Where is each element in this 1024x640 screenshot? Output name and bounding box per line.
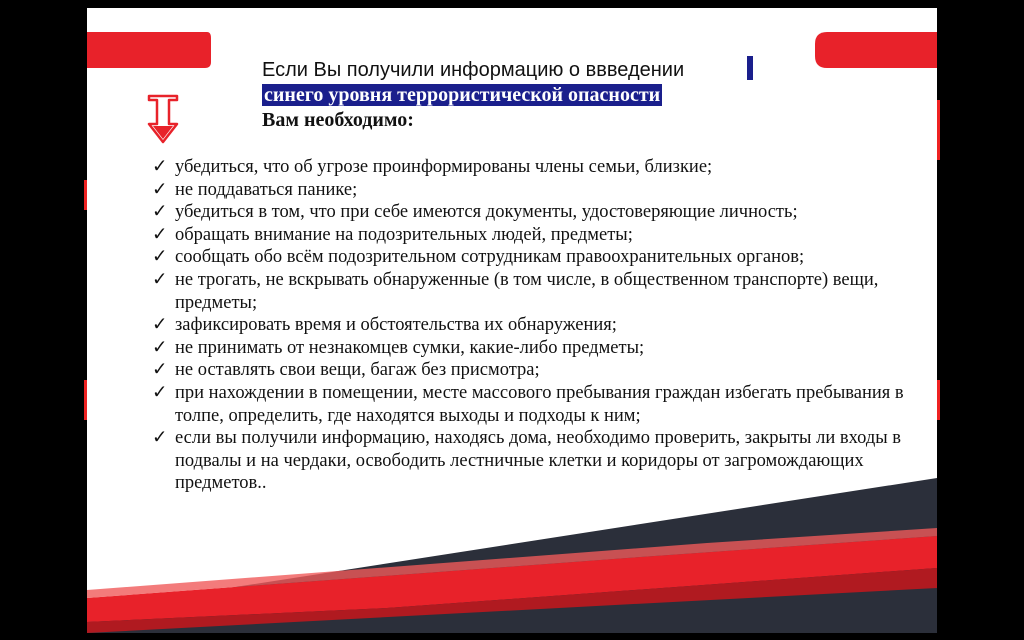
checkmark-icon: ✓ [152, 360, 168, 381]
list-item-text: не трогать, не вскрывать обнаруженные (в том числе, в общественном транспорте) вещи, предметы; [175, 269, 879, 313]
checkmark-icon: ✓ [152, 337, 168, 358]
list-item-text: зафиксировать время и обстоятельства их обнаружения; [175, 315, 617, 336]
arrow-down-icon [147, 94, 179, 144]
title-line-2: синего уровня террористической опасности [264, 84, 661, 106]
list-item-text: убедиться, что об угрозе проинформированы члены семьи, близкие; [175, 157, 713, 177]
list-item [152, 382, 932, 427]
slide-title [262, 58, 684, 133]
list-item [152, 179, 932, 202]
instructions-list [152, 156, 932, 495]
checkmark-icon: ✓ [152, 202, 168, 223]
list-item [152, 427, 932, 495]
list-item [152, 314, 932, 337]
checkmark-icon: ✓ [152, 269, 168, 290]
checkmark-icon: ✓ [152, 179, 168, 200]
list-item-text: не поддаваться панике; [175, 179, 358, 200]
title-line-3: Вам необходимо: [262, 109, 414, 131]
list-item-text: не оставлять свои вещи, багаж без присмотра; [175, 360, 540, 381]
checkmark-icon: ✓ [152, 428, 168, 449]
title-marker [747, 56, 753, 80]
checkmark-icon: ✓ [152, 315, 168, 336]
list-item [152, 337, 932, 360]
list-item [152, 269, 932, 314]
list-item-text: при нахождении в помещении, месте массового пребывания граждан избегать пребывания в толпе, определить, где находятся выходы и подходы к ним; [175, 382, 904, 426]
checkmark-icon: ✓ [152, 224, 168, 245]
title-line-1: Если Вы получили информацию о ввведении [262, 59, 685, 81]
list-item-text: сообщать обо всём подозрительном сотрудникам правоохранительных органов; [175, 247, 805, 268]
slide [87, 8, 937, 633]
checkmark-icon: ✓ [152, 157, 168, 177]
top-right-red-bar [815, 32, 937, 68]
list-item [152, 359, 932, 382]
list-item-text: убедиться в том, что при себе имеются документы, удостоверяющие личность; [175, 202, 798, 223]
list-item [152, 156, 932, 179]
list-item-text: не принимать от незнакомцев сумки, какие-либо предметы; [175, 337, 645, 358]
list-item-text: обращать внимание на подозрительных людей, предметы; [175, 224, 633, 245]
top-left-red-bar [87, 32, 211, 68]
list-item [152, 246, 932, 269]
checkmark-icon: ✓ [152, 247, 168, 268]
left-edge-red-2 [84, 380, 87, 420]
list-item [152, 201, 932, 224]
right-edge-red-2 [937, 380, 940, 420]
right-edge-red [937, 100, 940, 160]
list-item-text: если вы получили информацию, находясь дома, необходимо проверить, закрыты ли входы в подвалы и на чердаки, освободить лестничные клетки и коридоры от загромождающих предметов.. [175, 428, 902, 494]
checkmark-icon: ✓ [152, 382, 168, 403]
list-item [152, 224, 932, 247]
left-edge-red [84, 180, 87, 210]
